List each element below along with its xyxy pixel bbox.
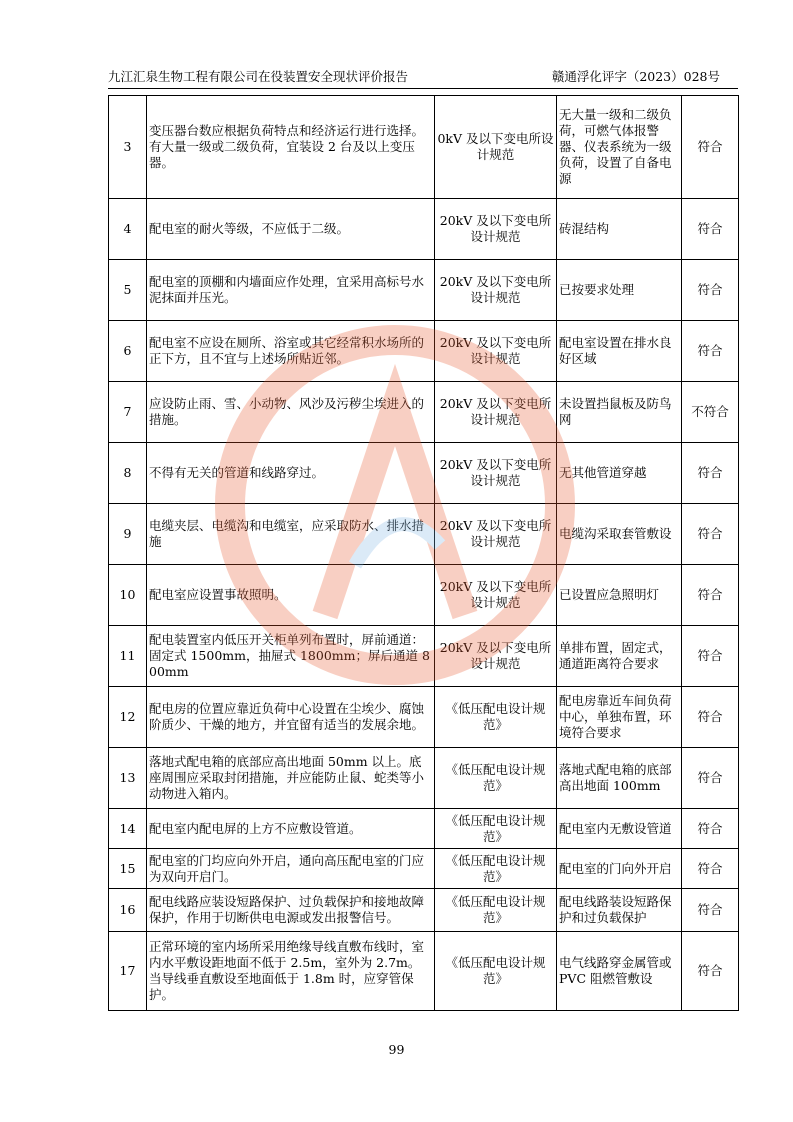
row-basis: 20kV 及以下变电所设计规范	[435, 321, 557, 382]
row-requirement: 配电室应设置事故照明。	[147, 565, 435, 626]
row-actual-status: 配电线路装设短路保护和过负载保护	[557, 889, 682, 932]
table-row	[109, 443, 739, 504]
table-row	[109, 889, 739, 932]
row-actual-status: 电缆沟采取套管敷设	[557, 504, 682, 565]
row-result: 不符合	[682, 382, 739, 443]
row-result: 符合	[682, 849, 739, 889]
row-basis: 《低压配电设计规范》	[435, 748, 557, 809]
row-basis: 20kV 及以下变电所设计规范	[435, 382, 557, 443]
row-basis: 20kV 及以下变电所设计规范	[435, 565, 557, 626]
row-requirement: 正常环境的室内场所采用绝缘导线直敷布线时，室内水平敷设距地面不低于 2.5m，室外为 2.7m。当导线垂直敷设至地面低于 1.8m 时，应穿管保护。	[147, 932, 435, 1011]
row-actual-status: 单排布置，固定式，通道距离符合要求	[557, 626, 682, 687]
row-basis: 0kV 及以下变电所设计规范	[435, 96, 557, 199]
inspection-table	[108, 95, 739, 1011]
row-number: 3	[109, 96, 147, 199]
row-requirement: 配电室的耐火等级，不应低于二级。	[147, 199, 435, 260]
row-number: 10	[109, 565, 147, 626]
table-row	[109, 687, 739, 748]
row-actual-status: 无其他管道穿越	[557, 443, 682, 504]
header-report-number: 赣通浮化评字（2023）028号	[551, 69, 720, 84]
row-number: 13	[109, 748, 147, 809]
page-header	[108, 68, 720, 86]
row-result: 符合	[682, 443, 739, 504]
row-actual-status: 落地式配电箱的底部高出地面 100mm	[557, 748, 682, 809]
row-result: 符合	[682, 809, 739, 849]
row-requirement: 配电室的门均应向外开启，通向高压配电室的门应为双向开启门。	[147, 849, 435, 889]
page-number: 99	[388, 1042, 405, 1057]
row-number: 14	[109, 809, 147, 849]
table-row	[109, 199, 739, 260]
row-number: 9	[109, 504, 147, 565]
table-row	[109, 626, 739, 687]
table-row	[109, 565, 739, 626]
row-number: 8	[109, 443, 147, 504]
row-actual-status: 未设置挡鼠板及防鸟网	[557, 382, 682, 443]
row-result: 符合	[682, 96, 739, 199]
row-basis: 《低压配电设计规范》	[435, 849, 557, 889]
row-requirement: 配电线路应装设短路保护、过负载保护和接地故障保护，作用于切断供电电源或发出报警信号。	[147, 889, 435, 932]
row-result: 符合	[682, 626, 739, 687]
row-actual-status: 已设置应急照明灯	[557, 565, 682, 626]
row-actual-status: 无大量一级和二级负荷，可燃气体报警器、仪表系统为一级负荷，设置了自备电源	[557, 96, 682, 199]
row-basis: 20kV 及以下变电所设计规范	[435, 504, 557, 565]
row-number: 7	[109, 382, 147, 443]
row-actual-status: 配电室内无敷设管道	[557, 809, 682, 849]
row-result: 符合	[682, 260, 739, 321]
row-basis: 20kV 及以下变电所设计规范	[435, 260, 557, 321]
row-requirement: 配电房的位置应靠近负荷中心设置在尘埃少、腐蚀阶质少、干燥的地方，并宜留有适当的发展余地。	[147, 687, 435, 748]
table-row	[109, 809, 739, 849]
row-requirement: 应设防止雨、雪、小动物、风沙及污秽尘埃进入的措施。	[147, 382, 435, 443]
row-actual-status: 配电室设置在排水良好区域	[557, 321, 682, 382]
row-requirement: 配电装置室内低压开关柜单列布置时，屏前通道：固定式 1500mm，抽屉式 1800mm；屏后通道 800mm	[147, 626, 435, 687]
row-requirement: 不得有无关的管道和线路穿过。	[147, 443, 435, 504]
row-number: 6	[109, 321, 147, 382]
row-requirement: 配电室内配电屏的上方不应敷设管道。	[147, 809, 435, 849]
row-number: 11	[109, 626, 147, 687]
table-row	[109, 382, 739, 443]
inspection-table-body	[109, 96, 739, 1011]
table-row	[109, 748, 739, 809]
row-number: 4	[109, 199, 147, 260]
row-basis: 《低压配电设计规范》	[435, 687, 557, 748]
table-row	[109, 849, 739, 889]
row-requirement: 落地式配电箱的底部应高出地面 50mm 以上。底座周围应采取封闭措施，并应能防止鼠、蛇类等小动物进入箱内。	[147, 748, 435, 809]
row-number: 17	[109, 932, 147, 1011]
row-requirement: 配电室不应设在厕所、浴室或其它经常积水场所的正下方，且不宜与上述场所贴近邻。	[147, 321, 435, 382]
row-result: 符合	[682, 889, 739, 932]
header-divider	[108, 88, 738, 89]
row-actual-status: 已按要求处理	[557, 260, 682, 321]
row-result: 符合	[682, 748, 739, 809]
row-requirement: 电缆夹层、电缆沟和电缆室，应采取防水、排水措施	[147, 504, 435, 565]
row-actual-status: 配电房靠近车间负荷中心，单独布置，环境符合要求	[557, 687, 682, 748]
row-basis: 20kV 及以下变电所设计规范	[435, 199, 557, 260]
header-company-report-title: 九江汇泉生物工程有限公司在役装置安全现状评价报告	[108, 69, 409, 84]
table-row	[109, 932, 739, 1011]
row-number: 5	[109, 260, 147, 321]
table-row	[109, 321, 739, 382]
table-row	[109, 260, 739, 321]
row-basis: 20kV 及以下变电所设计规范	[435, 626, 557, 687]
row-result: 符合	[682, 565, 739, 626]
row-basis: 《低压配电设计规范》	[435, 809, 557, 849]
row-number: 12	[109, 687, 147, 748]
row-number: 16	[109, 889, 147, 932]
row-basis: 《低压配电设计规范》	[435, 932, 557, 1011]
row-result: 符合	[682, 199, 739, 260]
row-requirement: 变压器台数应根据负荷特点和经济运行进行选择。有大量一级或二级负荷，宜装设 2 台及以上变压器。	[147, 96, 435, 199]
table-row	[109, 504, 739, 565]
row-actual-status: 电气线路穿金属管或 PVC 阻燃管敷设	[557, 932, 682, 1011]
row-result: 符合	[682, 932, 739, 1011]
row-basis: 20kV 及以下变电所设计规范	[435, 443, 557, 504]
row-actual-status: 配电室的门向外开启	[557, 849, 682, 889]
row-requirement: 配电室的顶棚和内墙面应作处理，宜采用高标号水泥抹面并压光。	[147, 260, 435, 321]
table-row	[109, 96, 739, 199]
row-actual-status: 砖混结构	[557, 199, 682, 260]
row-result: 符合	[682, 687, 739, 748]
row-result: 符合	[682, 321, 739, 382]
row-basis: 《低压配电设计规范》	[435, 889, 557, 932]
row-result: 符合	[682, 504, 739, 565]
row-number: 15	[109, 849, 147, 889]
